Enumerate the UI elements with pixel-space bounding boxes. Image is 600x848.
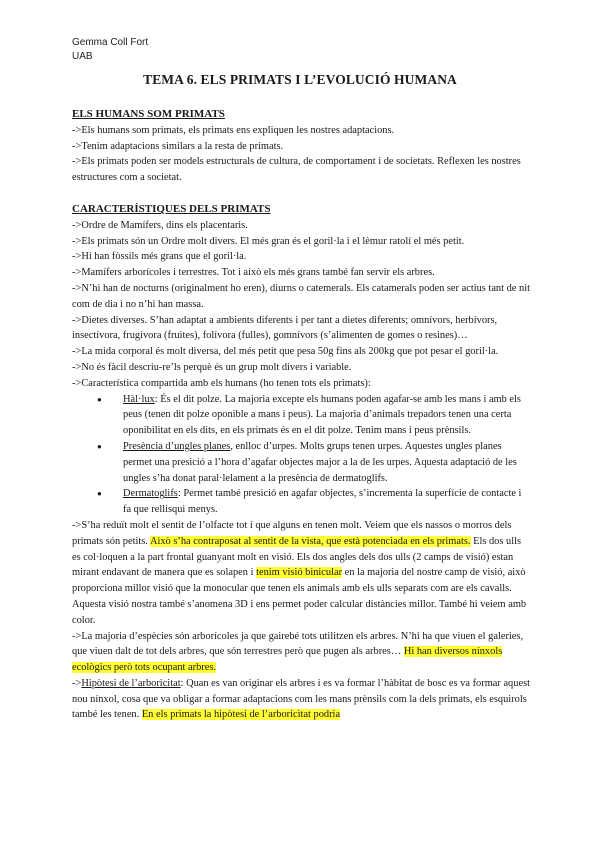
- term-arboreal-hypothesis: Hipòtesi de l’arboricitat: [81, 677, 181, 689]
- institution-name: UAB: [72, 51, 93, 62]
- highlighted-text: Hi han diversos nínxols ecològics però tots ocupant arbres.: [72, 646, 503, 674]
- term-description: : Permet també presició en agafar objectes, s’incrementa la superfície de contacte i fa que rellisqui menys.: [123, 488, 522, 516]
- section-heading-primate-characteristics: CARACTERÍSTIQUES DELS PRIMATS: [72, 202, 271, 215]
- highlighted-text: Això s’ha contraposat al sentit de la vista, que està potenciada en els primats.: [149, 535, 471, 547]
- text-run: ->La majoria d’espècies són arborícoles ja que gairebé tots utilitzen els arbres. N’hi ha que viuen el galeries, que viuen dalt de tot dels arbres, que són terrestres però que pugen als arbres…: [72, 630, 524, 658]
- paragraph-arboreal: [72, 629, 532, 676]
- text-run: ->: [72, 677, 82, 689]
- text-run: Els dos ulls es col·loquen a la part frontal guanyant molt en visió. Els dos angles dels dos ulls (2 camps de visió) estan mirant endavant de manera que es solapen i: [72, 535, 522, 579]
- shared-traits-list: [72, 392, 532, 518]
- paragraph: ->Ordre de Mamífers, dins els placentaris.: [72, 219, 248, 231]
- highlighted-text: En els primats la hipòtesi de l’arboricitat podria: [141, 709, 341, 721]
- list-item: [111, 392, 532, 439]
- paragraph: ->Els primats són un Ordre molt divers. El més gran és el goril·la i el lèmur ratolí el més petit.: [72, 235, 465, 247]
- paragraph: ->Tenim adaptacions similars a la resta de primats.: [72, 140, 284, 152]
- term-description: : És el dit polze. La majoria excepte els humans poden agafar-se amb les mans i amb els peus (tenen dit polze oponible a mans i peus). La majoria d’animals trepadors tenen una certa oponibilitat en els dits, en els primats és en el dit polze. Tenim mans i peus prènsils.: [123, 393, 521, 437]
- paragraph-smell-vision: [72, 518, 532, 629]
- highlighted-text: tenim visió binicular: [256, 567, 343, 579]
- paragraph: ->N’hi han de nocturns (originalment ho eren), diurns o catemerals. Els catamerals poden ser actius tant de nit com de dia i no n’hi han massa.: [72, 282, 530, 310]
- text-run: ->S’ha reduït molt el sentit de l’olfacte tot i que alguns en tenen molt. Veiem que els nassos o morros dels primats són petits.: [72, 519, 512, 547]
- paragraph: ->Dietes diverses. S’han adaptat a ambients diferents i per tant a dietes diferents; omnívors, herbívors, insectívora, frugívora (fruites), folívora (fulles), gomnívors (s’alimenten de gomes o resines)…: [72, 314, 498, 342]
- paragraph: ->Característica compartida amb els humans (ho tenen tots els primats):: [72, 377, 371, 389]
- paragraph-arboreal-hypothesis: [72, 676, 532, 723]
- text-run: : Quan es van originar els arbres i es va formar l’hàbitat de bosc es va formar aquest nou nínxol, cosa que va obligar a formar adaptacions com les mans prènsils com la dels primats, els esquirols també les tenen.: [72, 677, 530, 721]
- document-title: TEMA 6. ELS PRIMATS I L’EVOLUCIÓ HUMANA: [143, 72, 457, 87]
- list-item: [111, 486, 532, 518]
- term-hallux: Hàl·lux: [123, 393, 155, 405]
- paragraph: ->Els primats poden ser models estructurals de cultura, de comportament i de societats. Reflexen les nostres estructures com a societat.: [72, 156, 521, 184]
- paragraph: ->Hi han fòssils més grans que el goril·la.: [72, 251, 247, 263]
- list-item: [111, 439, 532, 486]
- term-flat-nails: Presència d’ungles planes: [123, 440, 231, 452]
- document-header: [72, 36, 148, 64]
- paragraph: ->No és fàcil descriu-re’ls perquè és un grup molt divers i variable.: [72, 361, 352, 373]
- paragraph: ->Els humans som primats, els primats ens expliquen les nostres adaptacions.: [72, 124, 395, 136]
- document-body: [72, 107, 532, 723]
- author-name: Gemma Coll Fort: [72, 37, 149, 48]
- text-run: en la majoria del nostre camp de visió, això proporciona millor visió que la monocular que tenen els animals amb els ulls separats com are els cavalls. Aquesta visió nostra també s’anomena 3D i ens permet poder calcular distàncies millor. També hi veiem amb color.: [72, 567, 527, 626]
- term-description: , enlloc d’urpes. Molts grups tenen urpes. Aquestes ungles planes permet una presició a l’hora d’agafar objectes major a la de les urpes. Aquesta adaptació de les ungles s’ha donat paral·lelament a la presència de dermatoglifs.: [123, 440, 517, 484]
- section-heading-humans-primates: ELS HUMANS SOM PRIMATS: [72, 108, 225, 120]
- term-dermatoglyphs: Dermatoglifs: [123, 488, 178, 500]
- paragraph: ->La mida corporal és molt diversa, del més petit que pesa 50g fins als 200kg que pot pesar el goril·la.: [72, 346, 499, 358]
- paragraph: ->Mamífers arborícoles i terrestres. Tot i això els més grans també fan servir els arbres.: [72, 267, 435, 279]
